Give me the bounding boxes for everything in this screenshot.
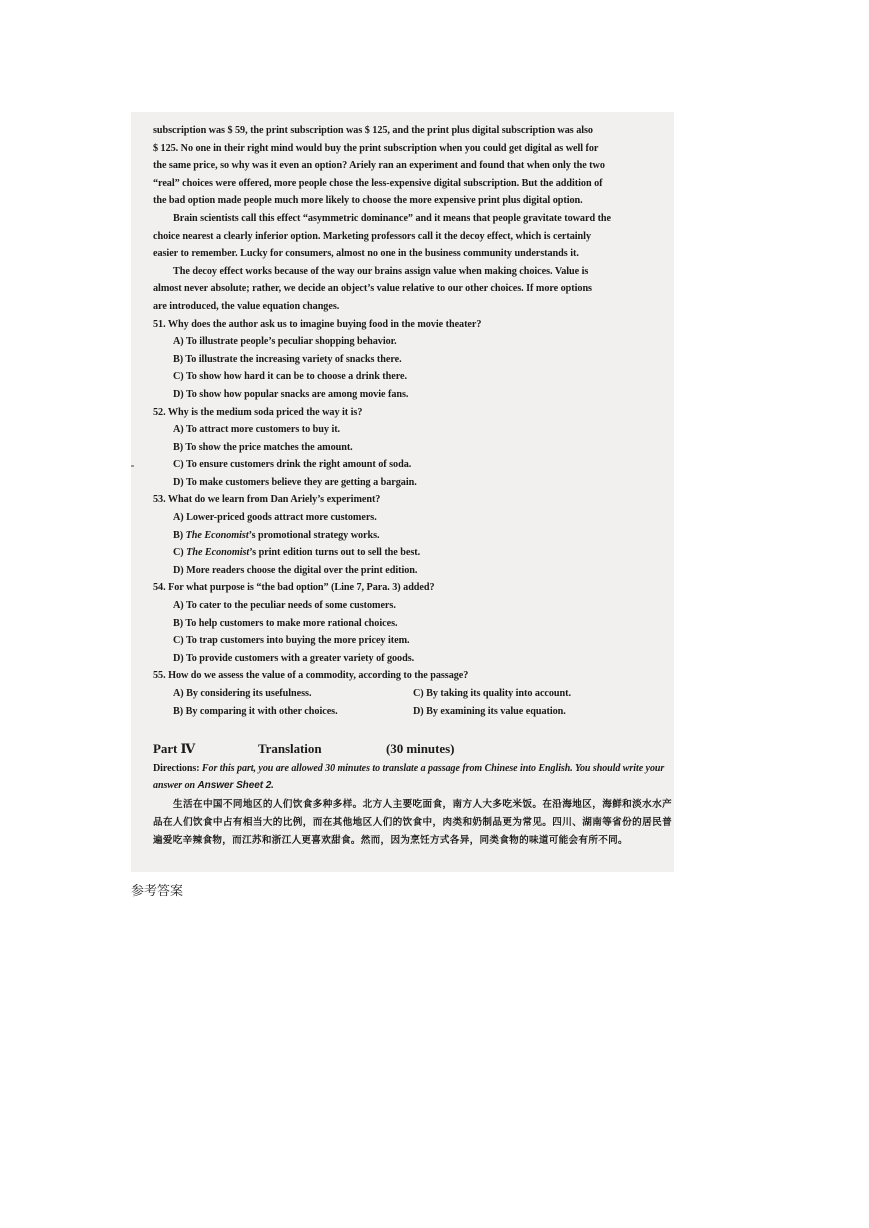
options-row bbox=[173, 685, 672, 703]
question-55 bbox=[153, 667, 672, 720]
question-51 bbox=[153, 316, 672, 404]
option-a: A) To illustrate people’s peculiar shopping behavior. bbox=[173, 336, 397, 348]
question-stem: 53. What do we learn from Dan Ariely’s experiment? bbox=[153, 494, 381, 506]
publication-title: The Economist bbox=[186, 547, 250, 559]
part-label: Part Ⅳ bbox=[153, 741, 196, 757]
option-d: D) To show how popular snacks are among movie fans. bbox=[173, 388, 409, 400]
option-c: C) To ensure customers drink the right amount of soda. bbox=[173, 459, 412, 471]
text-line: $ 125. No one in their right mind would buy the print subscription when you could get digital as well for bbox=[153, 142, 599, 154]
option-text: ’s print edition turns out to sell the best. bbox=[249, 547, 421, 559]
option-c: C) To show how hard it can be to choose a drink there. bbox=[173, 371, 407, 383]
part-header bbox=[153, 740, 672, 758]
option-d: D) To make customers believe they are getting a bargain. bbox=[173, 476, 417, 488]
text-line: “real” choices were offered, more people chose the less-expensive digital subscription. But the addition of bbox=[153, 177, 603, 189]
option-b bbox=[173, 527, 672, 545]
option-d: D) By examining its value equation. bbox=[413, 705, 566, 717]
text-line: The decoy effect works because of the way our brains assign value when making choices. Value is bbox=[173, 265, 589, 277]
option-a: A) To cater to the peculiar needs of some customers. bbox=[173, 600, 396, 612]
option-text: ’s promotional strategy works. bbox=[248, 529, 380, 541]
text-line: Brain scientists call this effect “asymmetric dominance” and it means that people gravitate toward the bbox=[173, 212, 611, 224]
text-line: are introduced, the value equation changes. bbox=[153, 300, 340, 312]
option-b: B) To illustrate the increasing variety of snacks there. bbox=[173, 353, 402, 365]
passage-paragraph-1 bbox=[153, 122, 672, 210]
answer-sheet-ref: Answer Sheet 2 bbox=[197, 779, 272, 791]
time-limit: (30 minutes) bbox=[386, 741, 455, 757]
question-stem: 54. For what purpose is “the bad option” (Line 7, Para. 3) added? bbox=[153, 582, 435, 594]
text-line: easier to remember. Lucky for consumers, almost no one in the business community understands it. bbox=[153, 248, 579, 260]
option-c bbox=[173, 544, 672, 562]
publication-title: The Economist bbox=[185, 529, 249, 541]
option-b: B) To show the price matches the amount. bbox=[173, 441, 353, 453]
option-b: B) By comparing it with other choices. bbox=[173, 705, 338, 717]
text-line: the same price, so why was it even an option? Ariely ran an experiment and found that when only the two bbox=[153, 160, 605, 172]
option-b: B) To help customers to make more rational choices. bbox=[173, 617, 398, 629]
option-d: D) To provide customers with a greater variety of goods. bbox=[173, 652, 415, 664]
section-title: Translation bbox=[258, 741, 322, 757]
scanned-exam-page bbox=[131, 112, 674, 872]
text-line: almost never absolute; rather, we decide an object’s value relative to our other choices. If more options bbox=[153, 283, 592, 295]
option-a: A) To attract more customers to buy it. bbox=[173, 424, 341, 436]
text-line: subscription was $ 59, the print subscription was $ 125, and the print plus digital subscription was also bbox=[153, 125, 593, 136]
directions bbox=[153, 760, 672, 794]
directions-text: For this part, you are allowed 30 minutes to translate a passage from Chinese into English. You should write your answer on bbox=[153, 762, 665, 791]
passage-paragraph-3 bbox=[153, 263, 672, 316]
option-prefix: B) bbox=[173, 529, 186, 541]
option-c: C) To trap customers into buying the more pricey item. bbox=[173, 635, 410, 647]
text-line: choice nearest a clearly inferior option. Marketing professors call it the decoy effect, which is certainly bbox=[153, 230, 591, 242]
option-d: D) More readers choose the digital over the print edition. bbox=[173, 564, 418, 576]
option-prefix: C) bbox=[173, 547, 187, 559]
question-52 bbox=[153, 404, 672, 492]
question-54 bbox=[153, 579, 672, 667]
directions-end: . bbox=[271, 779, 274, 791]
passage-paragraph-2 bbox=[153, 210, 672, 263]
directions-label: Directions: bbox=[153, 762, 200, 774]
question-53 bbox=[153, 491, 672, 579]
options-row bbox=[173, 703, 672, 721]
question-stem: 55. How do we assess the value of a commodity, according to the passage? bbox=[153, 670, 469, 682]
scan-artifact bbox=[131, 465, 134, 467]
option-a: A) Lower-priced goods attract more customers. bbox=[173, 512, 377, 524]
text-line: the bad option made people much more likely to choose the more expensive print plus digital option. bbox=[153, 195, 583, 207]
answer-key-heading: 参考答案 bbox=[131, 884, 184, 899]
chinese-passage: 生活在中国不同地区的人们饮食多种多样。北方人主要吃面食，南方人大多吃米饭。在沿海地区，海鲜和淡水水产品在人们饮食中占有相当大的比例，而在其他地区人们的饮食中，肉类和奶制品更为常见。四川、湖南等省份的居民普遍爱吃辛辣食物，而江苏和浙江人更喜欢甜食。然而，因为烹饪方式各异，同类食物的味道可能会有所不同。 bbox=[153, 798, 672, 846]
option-c: C) By taking its quality into account. bbox=[413, 688, 572, 699]
question-stem: 52. Why is the medium soda priced the way it is? bbox=[153, 406, 363, 418]
option-a: A) By considering its usefulness. bbox=[173, 688, 312, 699]
question-stem: 51. Why does the author ask us to imagine buying food in the movie theater? bbox=[153, 318, 482, 330]
